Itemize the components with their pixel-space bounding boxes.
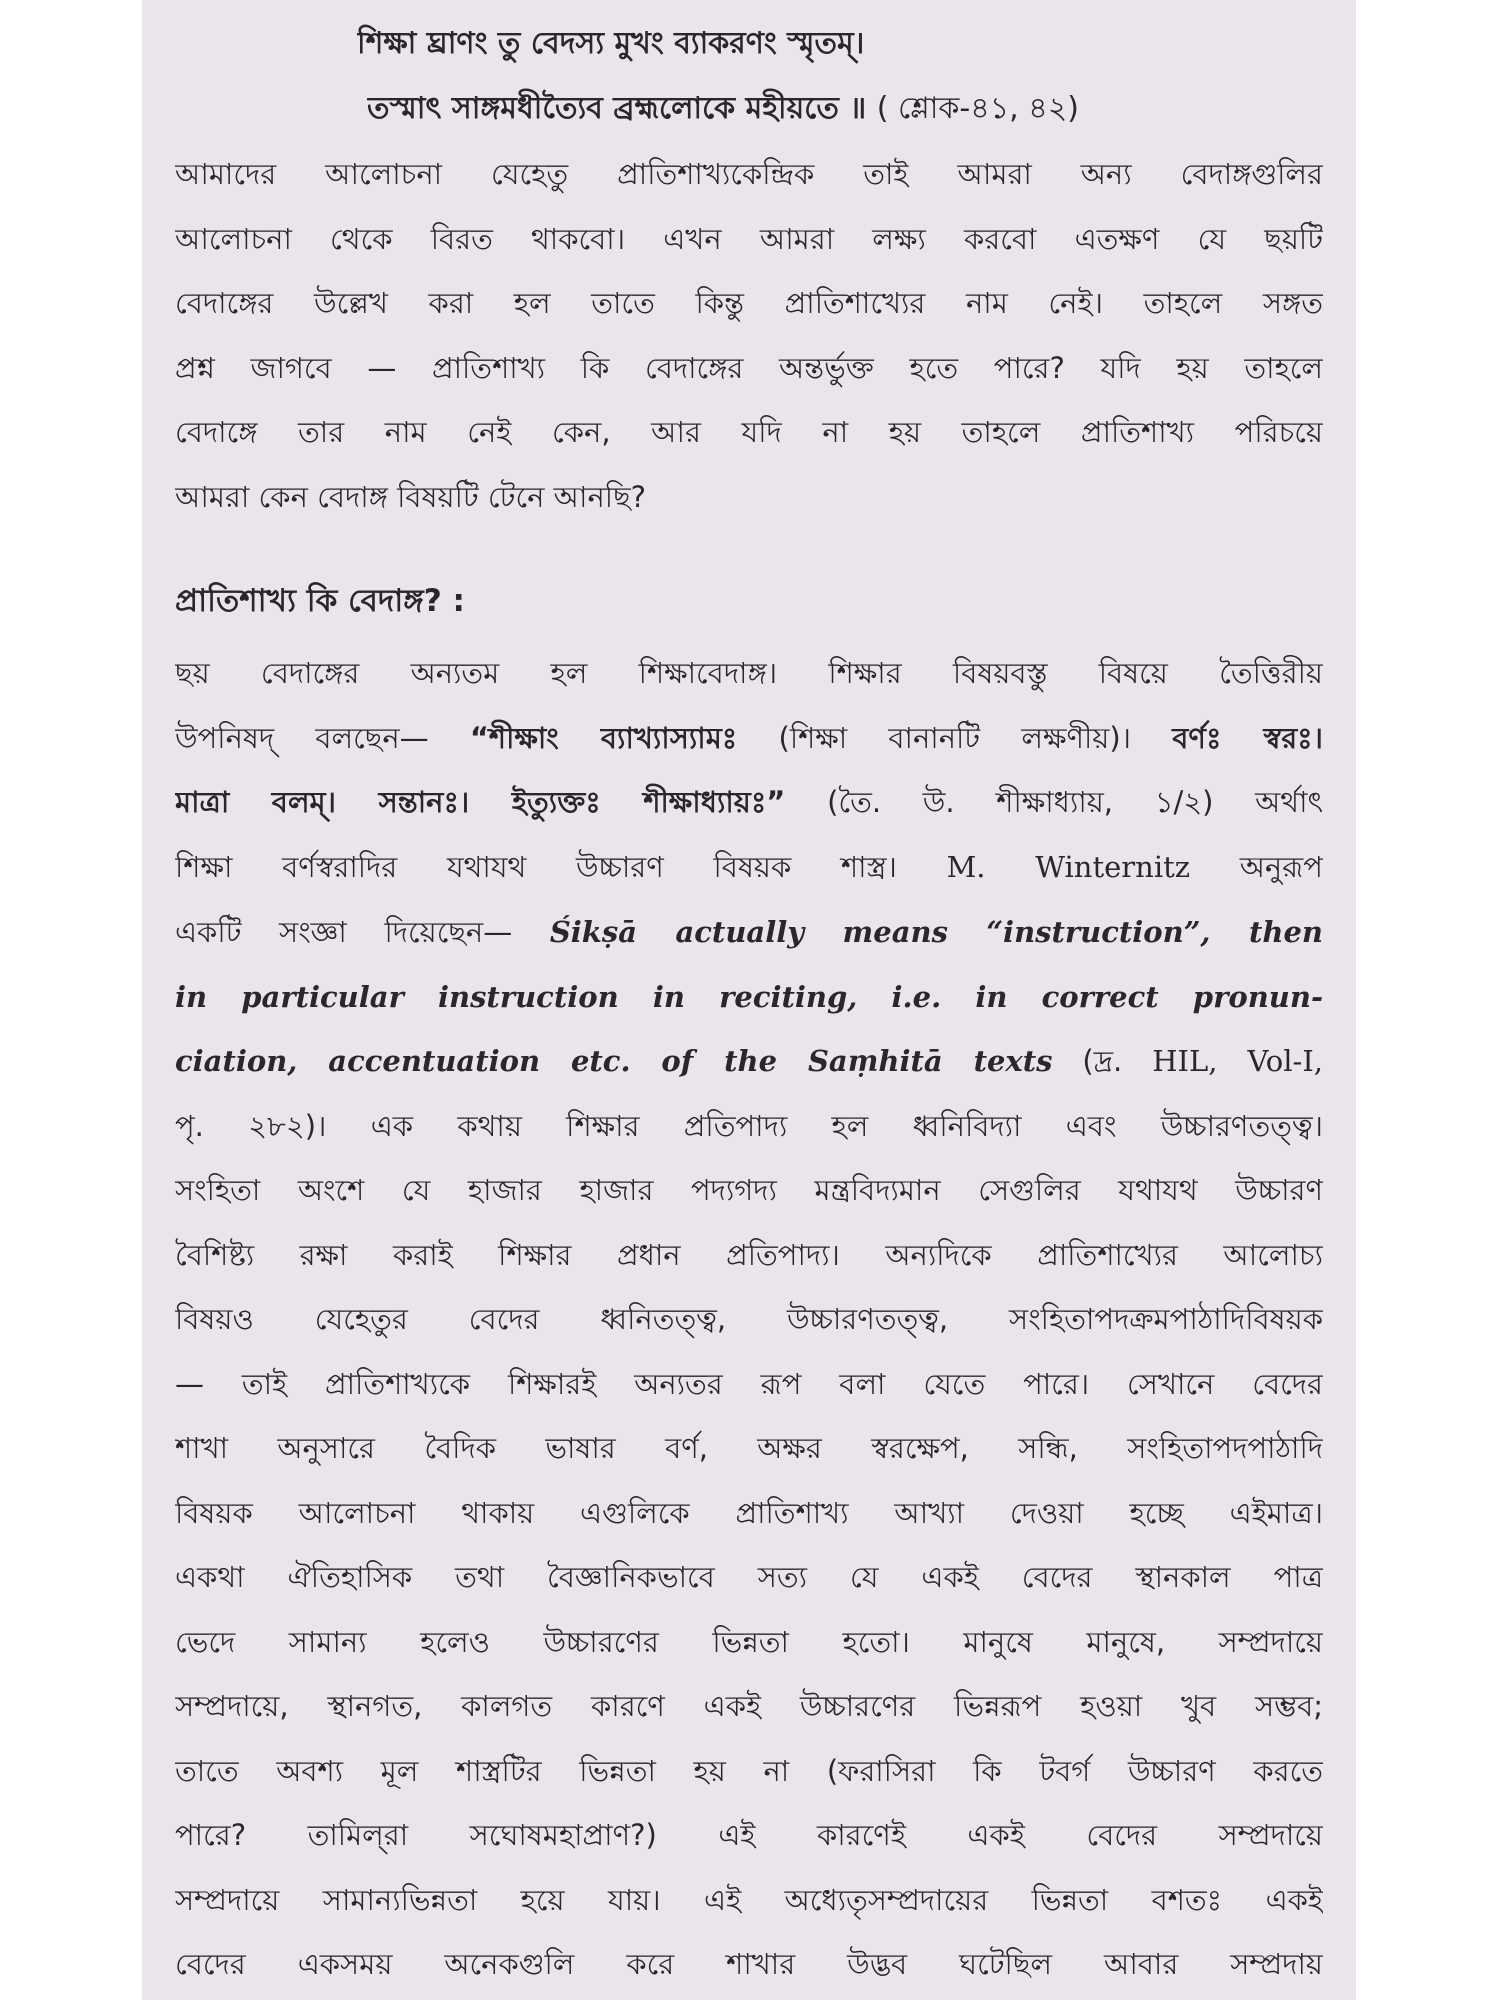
para2-line-10: বৈশিষ্ট্য রক্ষা করাই শিক্ষার প্রধান প্রতিপাদ্য। অন্যদিকে প্রাতিশাখ্যের আলোচ্য <box>175 1238 1323 1272</box>
citation: HIL, Vol-I, <box>1152 1044 1323 1078</box>
quoted-sanskrit: “শীক্ষাং ব্যাখ্যাস্যামঃ <box>469 721 738 755</box>
para2-line-19: পারে? তামিল্‌রা সঘোষমহাপ্রাণ?) এই কারণেই একই বেদের সম্প্রদায়ে <box>175 1818 1323 1852</box>
para2-line-3 <box>175 780 1323 824</box>
para2-line-7 <box>175 1039 1323 1083</box>
text-segment: শিক্ষা বর্ণস্বরাদির যথাযথ উচ্চারণ বিষয়ক শাস্ত্র। <box>175 850 947 884</box>
para1-line-4: প্রশ্ন জাগবে — প্রাতিশাখ্য কি বেদাঙ্গের অন্তর্ভুক্ত হতে পারে? যদি হয় তাহলে <box>175 351 1323 385</box>
para2-line-12: — তাই প্রাতিশাখ্যকে শিক্ষারই অন্যতর রূপ বলা যেতে পারে। সেখানে বেদের <box>175 1367 1323 1401</box>
section-heading: প্রাতিশাখ্য কি বেদাঙ্গ? : <box>175 583 465 619</box>
book-page <box>142 0 1356 2000</box>
verse-line-1: শিক্ষা ঘ্রাণং তু বেদস্য মুখং ব্যাকরণং স্মৃতম্। <box>357 26 865 61</box>
para2-line-4 <box>175 845 1323 889</box>
para1-line-2: আলোচনা থেকে বিরত থাকবো। এখন আমরা লক্ষ্য করবো এতক্ষণ যে ছয়টি <box>175 222 1323 256</box>
text-segment: অনুরূপ <box>1190 850 1323 884</box>
verse-reference: ( শ্লোক-৪১, ৪২) <box>876 91 1079 126</box>
quoted-sanskrit: মাত্রা বলম্। সন্তানঃ। ইত্যুক্তঃ শীক্ষাধ্যায়ঃ” <box>175 785 786 819</box>
text-segment: একটি সংজ্ঞা দিয়েছেন— <box>175 915 550 949</box>
text-segment: (দ্র. <box>1052 1044 1153 1078</box>
quoted-sanskrit: বর্ণঃ স্বরঃ। <box>1172 721 1323 755</box>
para2-line-11: বিষয়ও যেহেতুর বেদের ধ্বনিতত্ত্ব, উচ্চারণতত্ত্ব, সংহিতাপদক্রমপাঠাদিবিষয়ক <box>175 1302 1323 1336</box>
para2-line-21: বেদের একসময় অনেকগুলি করে শাখার উদ্ভব ঘটেছিল আবার সম্প্রদায় <box>175 1947 1323 1981</box>
english-quote: Śikṣā actually means “instruction”, then <box>549 915 1323 949</box>
verse-text: তস্মাৎ সাঙ্গমধীত্যৈব ব্রহ্মলোকে মহীয়তে ॥ <box>367 91 867 126</box>
para1-line-5: বেদাঙ্গে তার নাম নেই কেন, আর যদি না হয় তাহলে প্রাতিশাখ্য পরিচয়ে <box>175 415 1323 449</box>
para2-line-14: বিষয়ক আলোচনা থাকায় এগুলিকে প্রাতিশাখ্য আখ্যা দেওয়া হচ্ছে এইমাত্র। <box>175 1496 1323 1530</box>
para2-line-20: সম্প্রদায়ে সামান্যভিন্নতা হয়ে যায়। এই অধ্যেতৃসম্প্রদায়ের ভিন্নতা বশতঃ একই <box>175 1883 1323 1917</box>
para1-line-1: আমাদের আলোচনা যেহেতু প্রাতিশাখ্যকেন্দ্রিক তাই আমরা অন্য বেদাঙ্গগুলির <box>175 157 1323 191</box>
para2-line-16: ভেদে সামান্য হলেও উচ্চারণের ভিন্নতা হতো। মানুষে মানুষে, সম্প্রদায়ে <box>175 1625 1323 1659</box>
text-segment: (শিক্ষা বানানটি লক্ষণীয়)। <box>737 721 1173 755</box>
text-segment: (তৈ. উ. শীক্ষাধ্যায়, ১/২) অর্থাৎ <box>785 785 1323 819</box>
verse-line-2 <box>367 87 1327 131</box>
para2-line-8: পৃ. ২৮২)। এক কথায় শিক্ষার প্রতিপাদ্য হল ধ্বনিবিদ্যা এবং উচ্চারণতত্ত্ব। <box>175 1109 1323 1143</box>
para1-line-6: আমরা কেন বেদাঙ্গ বিষয়টি টেনে আনছি? <box>175 480 647 514</box>
para2-line-15: একথা ঐতিহাসিক তথা বৈজ্ঞানিকভাবে সত্য যে একই বেদের স্থানকাল পাত্র <box>175 1560 1323 1594</box>
para2-line-13: শাখা অনুসারে বৈদিক ভাষার বর্ণ, অক্ষর স্বরক্ষেপ, সন্ধি, সংহিতাপদপাঠাদি <box>175 1431 1323 1465</box>
para2-line-9: সংহিতা অংশে যে হাজার হাজার পদ্যগদ্য মন্ত্রবিদ্যমান সেগুলির যথাযথ উচ্চারণ <box>175 1173 1323 1207</box>
english-quote: ciation, accentuation etc. of the Saṃhitā texts <box>175 1044 1053 1078</box>
para2-line-1: ছয় বেদাঙ্গের অন্যতম হল শিক্ষাবেদাঙ্গ। শিক্ষার বিষয়বস্তু বিষয়ে তৈত্তিরীয় <box>175 656 1323 690</box>
para2-line-5 <box>175 910 1323 954</box>
para2-line-6: in particular instruction in reciting, i.e. in correct pronun- <box>175 980 1323 1014</box>
para1-line-3: বেদাঙ্গের উল্লেখ করা হল তাতে কিন্তু প্রাতিশাখ্যের নাম নেই। তাহলে সঙ্গত <box>175 286 1323 320</box>
author-name: M. Winternitz <box>946 850 1191 884</box>
para2-line-2 <box>175 716 1323 760</box>
para2-line-17: সম্প্রদায়ে, স্থানগত, কালগত কারণে একই উচ্চারণের ভিন্নরূপ হওয়া খুব সম্ভব; <box>175 1689 1323 1723</box>
text-segment: উপনিষদ্ বলছেন— <box>175 721 470 755</box>
para2-line-18: তাতে অবশ্য মূল শাস্ত্রটির ভিন্নতা হয় না (ফরাসিরা কি টবর্গ উচ্চারণ করতে <box>175 1754 1323 1788</box>
